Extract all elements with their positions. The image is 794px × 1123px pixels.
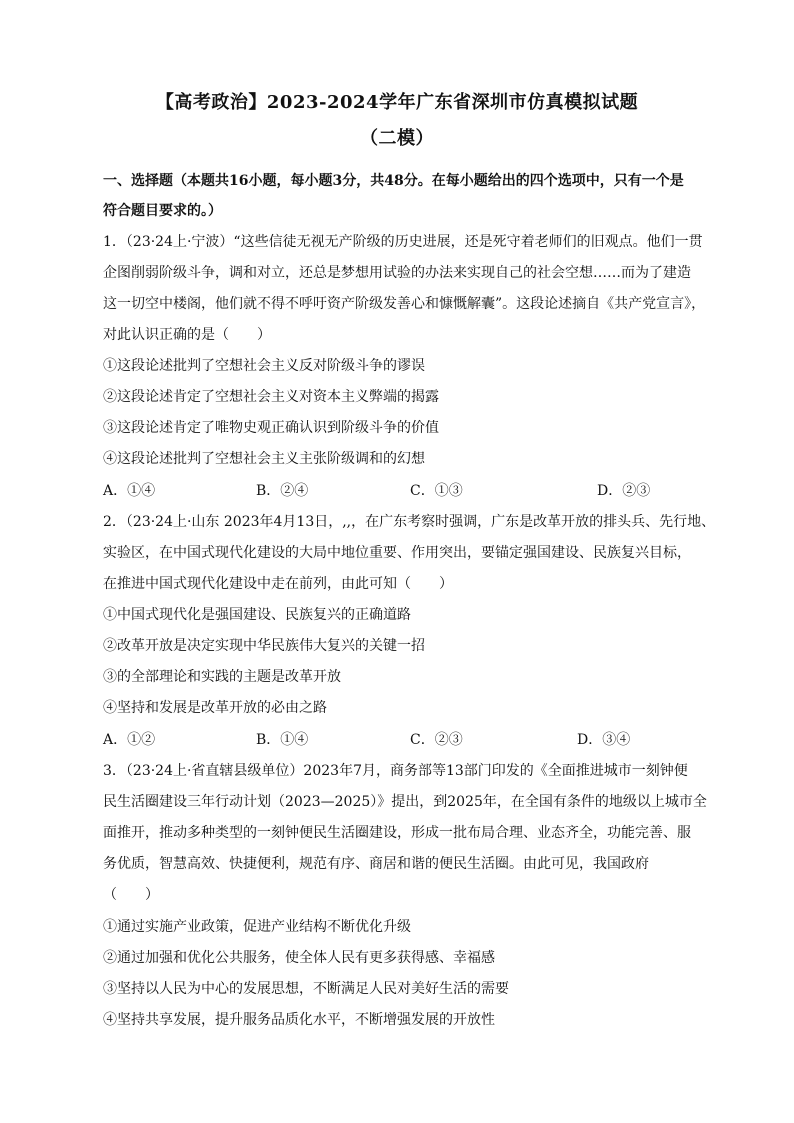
question-stem-line: 这一切空中楼阁，他们就不得不呼吁资产阶级发善心和慷慨解囊”。这段论述摘自《共产党宣言》， — [103, 296, 706, 312]
answer-option-a: A．①② — [103, 732, 156, 748]
question-stem-line: 对此认识正确的是（ ） — [103, 327, 271, 343]
question-stem-line: 实验区，在中国式现代化建设的大局中地位重要、作用突出，要锚定强国建设、民族复兴目标， — [103, 545, 691, 561]
question-item: ④这段论述批判了空想社会主义主张阶级调和的幻想 — [103, 451, 425, 467]
document-title: 【高考政治】2023-2024学年广东省深圳市仿真模拟试题 — [155, 92, 639, 113]
question-stem-line: 2．（23·24上·山东 2023年4月13日，,,，在广东考察时强调，广东是改革开放的排头兵、先行地、 — [103, 514, 716, 530]
section-instructions-line-2: 符合题目要求的。） — [103, 203, 222, 219]
answer-option-b: B．②④ — [256, 483, 309, 499]
question-stem-line: 1．（23·24上·宁波）“这些信徒无视无产阶级的历史进展，还是死守着老师们的旧观点。他们一贯 — [103, 234, 703, 250]
question-stem-line: 在推进中国式现代化建设中走在前列，由此可知（ ） — [103, 576, 453, 592]
question-stem-line: 民生活圈建设三年行动计划（2023—2025）》提出，到2025年，在全国有条件的地级以上城市全 — [103, 794, 707, 810]
answer-option-d: D．②③ — [597, 483, 651, 499]
question-stem-line: （ ） — [103, 887, 159, 903]
answer-option-b: B．①④ — [256, 732, 309, 748]
question-item: ④坚持和发展是改革开放的必由之路 — [103, 700, 327, 716]
answer-option-a: A．①④ — [103, 483, 156, 499]
question-item: ①这段论述批判了空想社会主义反对阶级斗争的谬误 — [103, 358, 425, 374]
question-stem-line: 3．（23·24上·省直辖县级单位）2023年7月，商务部等13部门印发的《全面推进城市一刻钟便 — [103, 763, 688, 779]
question-stem-line: 面推开，推动多种类型的一刻钟便民生活圈建设，形成一批布局合理、业态齐全，功能完善、服 — [103, 825, 691, 841]
question-item: ②这段论述肯定了空想社会主义对资本主义弊端的揭露 — [103, 389, 439, 405]
question-item: ②改革开放是决定实现中华民族伟大复兴的关键一招 — [103, 638, 425, 654]
question-item: ③的全部理论和实践的主题是改革开放 — [103, 669, 341, 685]
answer-option-c: C．②③ — [410, 732, 463, 748]
answer-option-c: C．①③ — [410, 483, 463, 499]
question-item: ①中国式现代化是强国建设、民族复兴的正确道路 — [103, 607, 411, 623]
question-item: ③坚持以人民为中心的发展思想，不断满足人民对美好生活的需要 — [103, 981, 509, 997]
question-item: ②通过加强和优化公共服务，使全体人民有更多获得感、幸福感 — [103, 950, 495, 966]
answer-option-d: D．③④ — [577, 732, 631, 748]
question-stem-line: 企图削弱阶级斗争，调和对立，还总是梦想用试验的办法来实现自己的社会空想……而为了建造 — [103, 265, 691, 281]
section-instructions-line-1: 一、选择题（本题共16小题，每小题3分，共48分。在每小题给出的四个选项中，只有一个是 — [103, 173, 684, 189]
question-stem-line: 务优质，智慧高效、快捷便利，规范有序、商居和谐的便民生活圈。由此可见，我国政府 — [103, 856, 649, 872]
question-item: ①通过实施产业政策，促进产业结构不断优化升级 — [103, 919, 411, 935]
question-item: ④坚持共享发展，提升服务品质化水平，不断增强发展的开放性 — [103, 1012, 495, 1028]
document-subtitle: （二模） — [360, 128, 434, 149]
question-item: ③这段论述肯定了唯物史观正确认识到阶级斗争的价值 — [103, 420, 439, 436]
